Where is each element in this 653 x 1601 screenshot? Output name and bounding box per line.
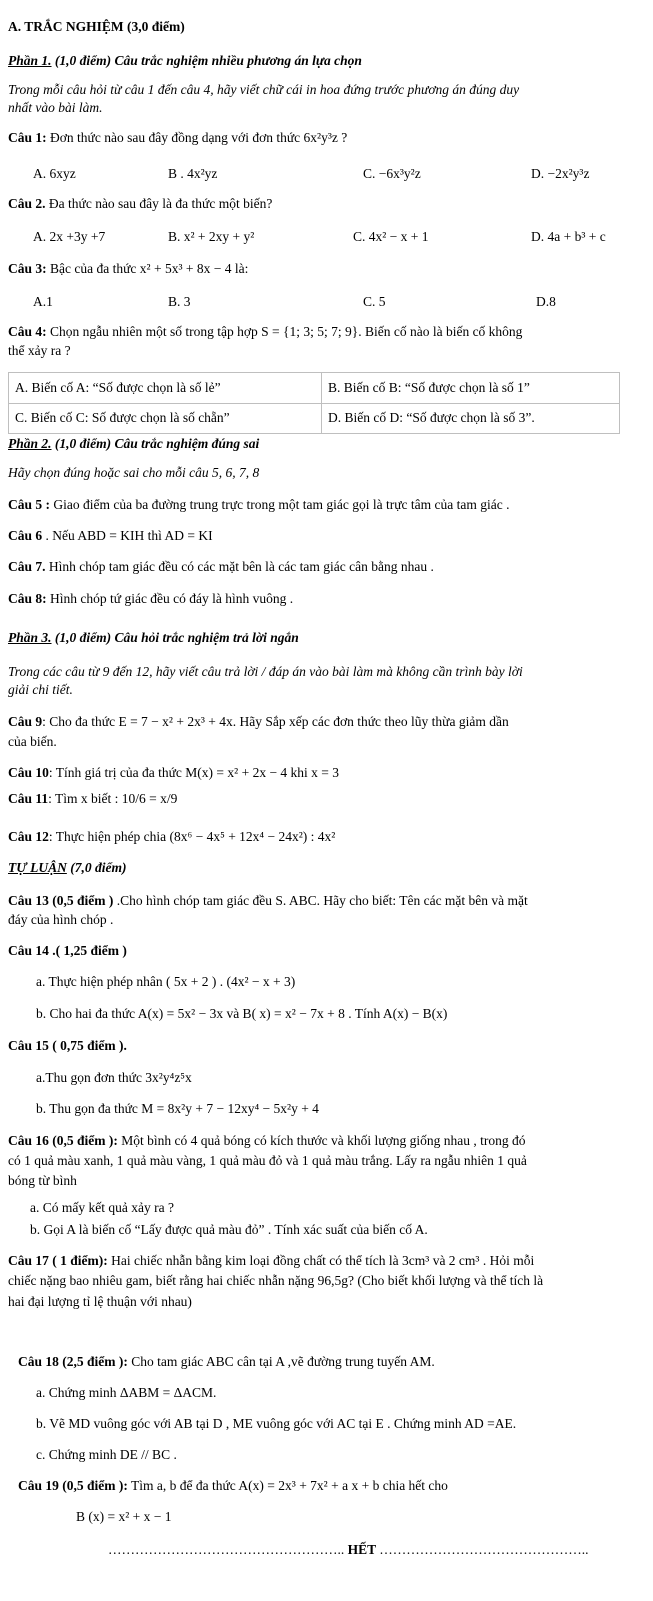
q16-text-l1: Một bình có 4 quả bóng có kích thước và khối lượng giống nhau , trong đó <box>117 1133 526 1148</box>
end-label: HẾT <box>344 1542 380 1557</box>
end-dots-left: …………………………………………….. <box>108 1542 345 1557</box>
q9-l2: của biến. <box>8 734 57 749</box>
q14-label: Câu 14 .( 1,25 điểm ) <box>8 943 127 958</box>
q11-label: Câu 11 <box>8 791 49 806</box>
q11 <box>8 791 177 808</box>
q10-label: Câu 10 <box>8 765 49 780</box>
part3-title <box>8 630 299 647</box>
q7-label: Câu 7. <box>8 559 46 574</box>
q3-stem <box>8 261 248 278</box>
q18-a: a. Chứng minh ΔABM = ΔACM. <box>36 1385 217 1400</box>
q12-label: Câu 12 <box>8 829 49 844</box>
q4-option-b: B. Biến cố B: “Số được chọn là số 1” <box>322 373 620 404</box>
end-marker <box>108 1542 589 1559</box>
q4-option-c: C. Biến cố C: Số được chọn là số chẵn” <box>9 403 322 434</box>
q3-option-d: D.8 <box>536 294 556 309</box>
q8 <box>8 591 293 608</box>
q3-text: Bậc của đa thức x² + 5x³ + 8x − 4 là: <box>46 261 249 276</box>
q18-c: c. Chứng minh DE // BC . <box>36 1447 177 1462</box>
q4-label: Câu 4: <box>8 324 47 339</box>
q1-stem <box>8 130 347 147</box>
q14-a: a. Thực hiện phép nhân ( 5x + 2 ) . (4x² − x + 3) <box>36 974 296 989</box>
q1-option-c: C. −6x³y²z <box>363 166 421 181</box>
q2-option-a: A. 2x +3y +7 <box>33 229 106 244</box>
q19-divisor: B (x) = x² + x − 1 <box>76 1509 172 1524</box>
part2-instruction: Hãy chọn đúng hoặc sai cho mỗi câu 5, 6, 7, 8 <box>8 465 260 480</box>
q7-text: Hình chóp tam giác đều có các mặt bên là các tam giác cân bằng nhau . <box>45 559 434 574</box>
part1-instruction-l2: nhất vào bài làm. <box>8 100 103 115</box>
q18-stem <box>18 1354 435 1371</box>
q18-b: b. Vẽ MD vuông góc với AB tại D , ME vuông góc với AC tại E . Chứng minh AD =AE. <box>36 1416 517 1431</box>
part1-title-head: Phần 1. <box>8 53 52 68</box>
q16-b: b. Gọi A là biến cố “Lấy được quả màu đỏ” . Tính xác suất của biến cố A. <box>30 1222 428 1237</box>
q17-l3: hai đại lượng tỉ lệ thuận với nhau) <box>8 1294 192 1309</box>
part2-title <box>8 436 259 453</box>
q9-text-l1: : Cho đa thức E = 7 − x² + 2x³ + 4x. Hãy Sắp xếp các đơn thức theo lũy thừa giảm dần <box>42 714 509 729</box>
q16-a: a. Có mấy kết quả xảy ra ? <box>30 1200 174 1215</box>
q5-text: Giao điểm của ba đường trung trực trong một tam giác gọi là trực tâm của tam giác . <box>50 497 510 512</box>
q19-label: Câu 19 (0,5 điểm ): <box>18 1478 128 1493</box>
q13-text-l1: .Cho hình chóp tam giác đều S. ABC. Hãy cho biết: Tên các mặt bên và mặt <box>113 893 528 908</box>
part1-title <box>8 53 362 70</box>
q9-l1 <box>8 714 509 731</box>
q16-l3: bóng từ bình <box>8 1173 77 1188</box>
q19-text: Tìm a, b để đa thức A(x) = 2x³ + 7x² + a x + b chia hết cho <box>127 1478 448 1493</box>
q10 <box>8 765 339 782</box>
q4-option-a: A. Biến cố A: “Số được chọn là số lẻ” <box>9 373 322 404</box>
q3-option-c: C. 5 <box>363 294 386 309</box>
q13-l1 <box>8 893 528 910</box>
q14-b: b. Cho hai đa thức A(x) = 5x² − 3x và B( x) = x² − 7x + 8 . Tính A(x) − B(x) <box>36 1006 448 1021</box>
table-row <box>9 373 620 404</box>
q6-label: Câu 6 <box>8 528 43 543</box>
q18-text: Cho tam giác ABC cân tại A ,vẽ đường trung tuyến AM. <box>127 1354 435 1369</box>
q2-text: Đa thức nào sau đây là đa thức một biến? <box>45 196 273 211</box>
q1-option-a: A. 6xyz <box>33 166 76 181</box>
q18-label: Câu 18 (2,5 điểm ): <box>18 1354 128 1369</box>
q12 <box>8 829 335 846</box>
q15-label: Câu 15 ( 0,75 điểm ). <box>8 1038 127 1053</box>
q3-label: Câu 3: <box>8 261 47 276</box>
q2-label: Câu 2. <box>8 196 46 211</box>
q4-stem-l1 <box>8 324 522 341</box>
q16-l2: có 1 quả màu xanh, 1 quả màu vàng, 1 quả màu đỏ và 1 quả màu trắng. Lấy ra ngẫu nhiên 1 quả <box>8 1153 527 1168</box>
q8-label: Câu 8: <box>8 591 47 606</box>
q17-text-l1: Hai chiếc nhẫn bằng kim loại đồng chất có thể tích là 3cm³ và 2 cm³ . Hỏi mỗi <box>107 1253 535 1268</box>
q3-option-a: A.1 <box>33 294 53 309</box>
q6 <box>8 528 213 545</box>
q4-stem-l2: thể xảy ra ? <box>8 343 71 358</box>
q1-label: Câu 1: <box>8 130 47 145</box>
part3-instruction-l1: Trong các câu từ 9 đến 12, hãy viết câu trả lời / đáp án vào bài làm mà không cần trình bày lời <box>8 664 523 679</box>
q4-text-l1: Chọn ngẫu nhiên một số trong tập hợp S = {1; 3; 5; 7; 9}. Biến cố nào là biến cố không <box>46 324 523 339</box>
q2-option-b: B. x² + 2xy + y² <box>168 229 255 244</box>
part2-title-head: Phần 2. <box>8 436 52 451</box>
q2-stem <box>8 196 272 213</box>
q12-text: : Thực hiện phép chia (8x⁶ − 4x⁵ + 12x⁴ − 24x²) : 4x² <box>48 829 336 844</box>
q17-l1 <box>8 1253 534 1270</box>
q2-option-c: C. 4x² − x + 1 <box>353 229 429 244</box>
q5-label: Câu 5 : <box>8 497 51 512</box>
part2-title-rest: (1,0 điểm) Câu trắc nghiệm đúng sai <box>51 436 260 451</box>
q19-stem <box>18 1478 448 1495</box>
part1-title-rest: (1,0 điểm) Câu trắc nghiệm nhiều phương án lựa chọn <box>51 53 362 68</box>
end-dots-right: ……………………………………….. <box>379 1542 589 1557</box>
q16-label: Câu 16 (0,5 điểm ): <box>8 1133 118 1148</box>
table-row <box>9 403 620 434</box>
q15-a: a.Thu gọn đơn thức 3x²y⁴z⁵x <box>36 1070 192 1085</box>
section-a-title: A. TRẮC NGHIỆM (3,0 điểm) <box>8 19 185 34</box>
section-b-title-head: TỰ LUẬN <box>8 860 67 875</box>
q2-option-d: D. 4a + b³ + c <box>531 229 606 244</box>
part3-instruction-l2: giải chi tiết. <box>8 682 73 697</box>
q17-label: Câu 17 ( 1 điểm): <box>8 1253 108 1268</box>
q10-text: : Tính giá trị của đa thức M(x) = x² + 2x − 4 khi x = 3 <box>48 765 340 780</box>
q1-option-b: B . 4x²yz <box>168 166 218 181</box>
q5 <box>8 497 509 514</box>
q9-label: Câu 9 <box>8 714 43 729</box>
q3-option-b: B. 3 <box>168 294 191 309</box>
q17-l2: chiếc nặng bao nhiêu gam, biết rằng hai chiếc nhẫn nặng 96,5g? (Cho biết khối lượng và thể tích là <box>8 1273 544 1288</box>
q11-text: : Tìm x biết : 10/6 = x/9 <box>48 791 178 806</box>
section-b-title-rest: (7,0 điểm) <box>66 860 127 875</box>
section-b-title <box>8 860 126 877</box>
q6-text: . Nếu ABD = KIH thì AD = KI <box>42 528 213 543</box>
q7 <box>8 559 434 576</box>
q13-l2: đáy của hình chóp . <box>8 912 114 927</box>
q15-b: b. Thu gọn đa thức M = 8x²y + 7 − 12xy⁴ − 5x²y + 4 <box>36 1101 319 1116</box>
q8-text: Hình chóp tứ giác đều có đáy là hình vuông . <box>46 591 294 606</box>
q4-options-table <box>8 372 620 434</box>
q4-option-d: D. Biến cố D: “Số được chọn là số 3”. <box>322 403 620 434</box>
q16-l1 <box>8 1133 526 1150</box>
q1-option-d: D. −2x²y³z <box>531 166 590 181</box>
part3-title-rest: (1,0 điểm) Câu hỏi trắc nghiệm trả lời ngắn <box>51 630 299 645</box>
q13-label: Câu 13 (0,5 điểm ) <box>8 893 114 908</box>
q1-text: Đơn thức nào sau đây đồng dạng với đơn thức 6x²y³z ? <box>46 130 348 145</box>
part3-title-head: Phần 3. <box>8 630 52 645</box>
part1-instruction-l1: Trong mỗi câu hỏi từ câu 1 đến câu 4, hãy viết chữ cái in hoa đứng trước phương án đúng duy <box>8 82 520 97</box>
